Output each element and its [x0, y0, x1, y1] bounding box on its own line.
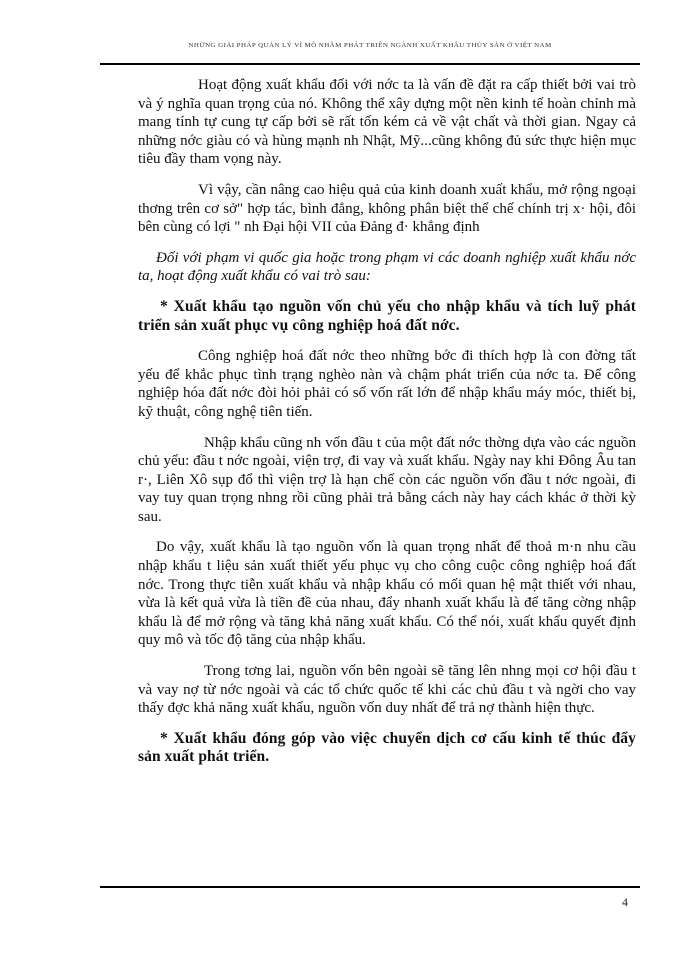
paragraph-4: Nhập khẩu cũng nh vốn đầu t của một đất nớc thờng dựa vào các nguồn chủ yếu: đầu t nớc ngoài, viện trợ, đi vay và xuất khẩu. Ngày nay khi Đông Âu tan r·, Liên Xô sụp đổ thì viện trợ là hạn chế còn các nguồn vốn đầu t nớc ngoài, đi vay tuy quan trọng nhng rồi cũng phải trả bằng cách này hay cách khác ở thời kỳ sau.	[138, 434, 636, 525]
footer-rule	[100, 886, 640, 888]
page-number: 4	[622, 895, 628, 909]
page-body	[138, 76, 636, 779]
bullet-heading-2: * Xuất khẩu đóng góp vào việc chuyển dịch cơ cấu kinh tế thúc đẩy sản xuất phát triển.	[138, 729, 636, 766]
paragraph-2: Vì vậy, cần nâng cao hiệu quả của kinh doanh xuất khẩu, mở rộng ngoại thơng trên cơ sở" hợp tác, bình đẳng, không phân biệt thể chế chính trị x· hội, đôi bên cùng có lợi " nh Đại hội VII của Đảng đ· khẳng định	[138, 181, 636, 236]
paragraph-3: Công nghiệp hoá đất nớc theo những bớc đi thích hợp là con đờng tất yếu để khắc phục tình trạng nghèo nàn và chậm phát triển của nớc ta. Để công nghiệp hóa đất nớc đòi hỏi phải có số vốn rất lớn để nhập khẩu máy móc, thiết bị, kỹ thuật, công nghệ tiên tiến.	[138, 348, 636, 420]
paragraph-italic-intro: Đối với phạm vi quốc gia hoặc trong phạm vi các doanh nghiệp xuất khẩu nớc ta, hoạt động xuất khẩu có vai trò sau:	[138, 249, 636, 285]
header-rule	[100, 63, 640, 65]
bullet-heading-1: * Xuất khẩu tạo nguồn vốn chủ yếu cho nhập khẩu và tích luỹ phát triển sản xuất phục vụ công nghiệp hoá đất nớc.	[138, 297, 636, 334]
paragraph-5: Do vậy, xuất khẩu là tạo nguồn vốn là quan trọng nhất để thoả m·n nhu cầu nhập khẩu t liệu sản xuất thiết yếu phục vụ cho công cuộc công nghiệp hoá đất nớc. Trong thực tiễn xuất khẩu và nhập khẩu có mối quan hệ mật thiết với nhau, vừa là kết quả vừa là tiền đề của nhau, đẩy nhanh xuất khẩu là để tăng cờng nhập khẩu là để mở rộng và tăng khả năng xuất khẩu. Có thể nói, xuất khẩu quyết định quy mô và tốc độ tăng của nhập khẩu.	[138, 539, 636, 649]
running-header: NHỮNG GIẢI PHÁP QUẢN LÝ VĨ MÔ NHẰM PHÁT TRIỂN NGÀNH XUẤT KHẨU THỦY SẢN Ở VIỆT NAM	[188, 41, 552, 49]
paragraph-1: Hoạt động xuất khẩu đối với nớc ta là vấn đề đặt ra cấp thiết bởi vai trò và ý nghĩa quan trọng của nó. Không thể xây dựng một nền kinh tế hoàn chỉnh mà mang tính tự cung tự cấp bởi sẽ rất tốn kém cả về vật chất và thời gian. Ngay cả những nớc giàu có và hùng mạnh nh Nhật, Mỹ...cũng không đủ sức thực hiện mục tiêu đầy tham vọng này.	[138, 77, 636, 168]
paragraph-6: Trong tơng lai, nguồn vốn bên ngoài sẽ tăng lên nhng mọi cơ hội đầu t và vay nợ từ nớc ngoài và các tổ chức quốc tế khi các chủ đầu t và ngời cho vay thấy đợc khả năng xuất khẩu, nguồn vốn duy nhất để trả nợ thành hiện thực.	[138, 663, 636, 717]
